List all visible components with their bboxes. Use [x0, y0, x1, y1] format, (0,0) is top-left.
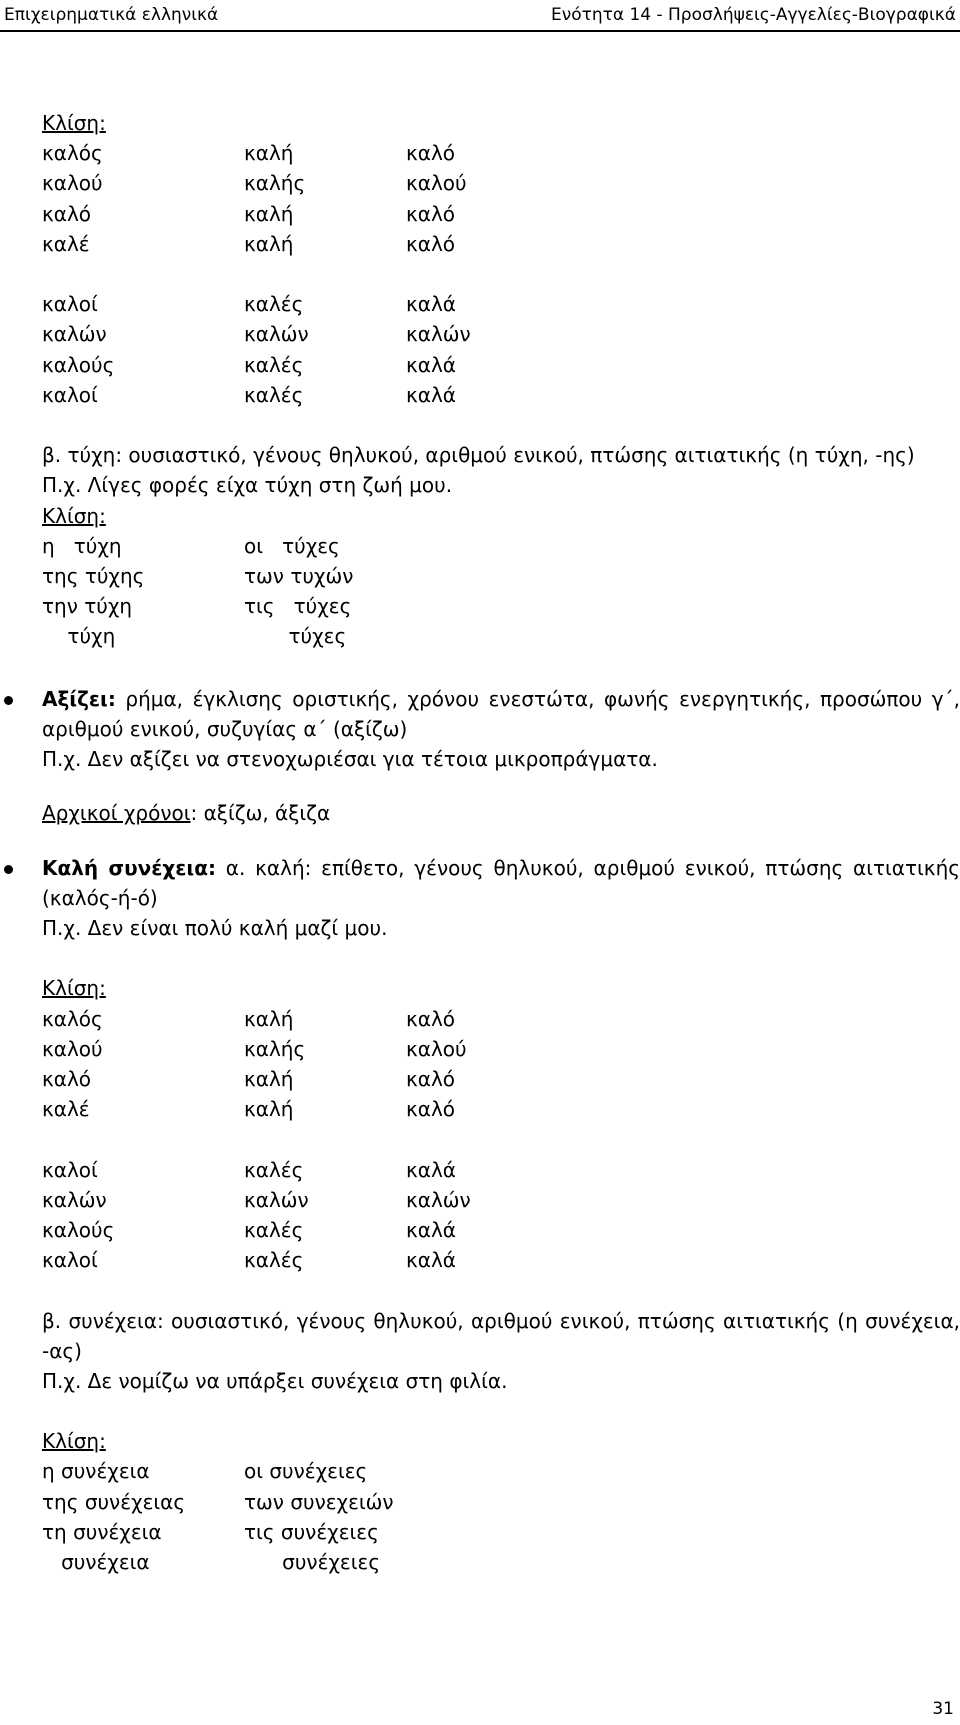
declension-table-singular — [42, 1004, 467, 1125]
declension-table-singular — [42, 138, 467, 259]
table-row — [42, 1245, 471, 1275]
table-cell: καλές — [244, 352, 304, 377]
table-cell: καλέ — [42, 231, 90, 256]
page-content — [42, 108, 960, 1577]
principal-tenses-label: Αρχικοί χρόνοι — [42, 801, 191, 826]
table-cell: καλές — [244, 1157, 304, 1182]
table-cell: καλέ — [42, 1097, 90, 1122]
table-row — [42, 319, 471, 349]
principal-tenses-value: : αξίζω, άξιζα — [190, 801, 331, 826]
declension-table-synexeia — [42, 1456, 394, 1577]
table-cell: καλό — [42, 201, 92, 226]
table-row — [42, 591, 353, 621]
table-cell: καλά — [406, 1217, 456, 1242]
table-cell: καλές — [244, 292, 304, 317]
table-cell: καλοί — [42, 292, 98, 317]
table-cell: καλές — [244, 1248, 304, 1273]
table-cell: καλό — [406, 201, 456, 226]
table-row — [42, 380, 471, 410]
table-cell: της τύχης — [42, 563, 145, 588]
example-tyxi: Π.χ. Λίγες φορές είχα τύχη στη ζωή μου. — [42, 473, 453, 498]
table-row — [42, 561, 353, 591]
table-cell: καλών — [42, 1187, 107, 1212]
declension-label: Κλίση: — [42, 976, 106, 1001]
table-cell: καλού — [406, 1036, 467, 1061]
table-cell: καλό — [406, 231, 456, 256]
table-cell: καλού — [42, 1036, 103, 1061]
bullet-axizei — [42, 684, 960, 744]
declension-table-plural — [42, 289, 471, 410]
table-row — [42, 531, 353, 561]
table-row — [42, 168, 467, 198]
table-cell: καλά — [406, 292, 456, 317]
table-cell: καλό — [406, 1097, 456, 1122]
table-row — [42, 1064, 467, 1094]
header-right-title: Ενότητα 14 - Προσλήψεις-Αγγελίες-Βιογραφικά — [550, 5, 956, 25]
table-row — [42, 1004, 467, 1034]
table-cell: καλό — [406, 141, 456, 166]
table-cell: τις συνέχειες — [244, 1519, 379, 1544]
table-cell: καλών — [244, 322, 309, 347]
table-cell: καλού — [406, 171, 467, 196]
table-cell: τύχες — [244, 624, 347, 649]
table-cell: καλών — [244, 1187, 309, 1212]
table-cell: οι τύχες — [244, 533, 340, 558]
example-kali: Π.χ. Δεν είναι πολύ καλή μαζί μου. — [42, 915, 388, 940]
table-cell: η συνέχεια — [42, 1459, 150, 1484]
term-axizei: Αξίζει: — [42, 686, 116, 711]
bullet-icon — [4, 696, 13, 705]
example-synexeia: Π.χ. Δε νομίζω να υπάρξει συνέχεια στη φιλία. — [42, 1368, 508, 1393]
definition-synexeia: β. συνέχεια: ουσιαστικό, γένους θηλυκού, αριθμού ενικού, πτώσης αιτιατικής (η συνέχεια, -ας) — [42, 1308, 960, 1363]
table-row — [42, 1034, 467, 1064]
table-row — [42, 1487, 394, 1517]
bullet-icon — [4, 865, 13, 874]
table-cell: καλά — [406, 382, 456, 407]
table-cell: καλή — [244, 201, 294, 226]
table-row — [42, 1547, 394, 1577]
table-cell: καλή — [244, 1006, 294, 1031]
declension-table-tyxi — [42, 531, 353, 652]
table-cell: καλής — [244, 1036, 306, 1061]
table-row — [42, 621, 353, 651]
table-row — [42, 350, 471, 380]
table-row — [42, 1155, 471, 1185]
table-cell: συνέχεια — [42, 1550, 150, 1575]
table-cell: καλή — [244, 141, 294, 166]
example-axizei: Π.χ. Δεν αξίζει να στενοχωριέσαι για τέτοια μικροπράγματα. — [42, 747, 658, 772]
table-cell: καλούς — [42, 352, 115, 377]
table-cell: καλός — [42, 141, 103, 166]
table-cell: τις τύχες — [244, 594, 352, 619]
table-row — [42, 229, 467, 259]
term-kali-synexeia: Καλή συνέχεια: — [42, 855, 216, 880]
definition-kali: α. καλή: επίθετο, γένους θηλυκού, αριθμού ενικού, πτώσης αιτιατικής (καλός-ή-ό) — [42, 855, 960, 910]
table-cell: καλών — [406, 1187, 471, 1212]
table-cell: τη συνέχεια — [42, 1519, 162, 1544]
declension-label: Κλίση: — [42, 1429, 106, 1454]
page-header — [0, 0, 960, 28]
table-row — [42, 1094, 467, 1124]
table-cell: καλών — [406, 322, 471, 347]
bullet-kali-synexeia — [42, 853, 960, 913]
definition-tyxi: β. τύχη: ουσιαστικό, γένους θηλυκού, αριθμού ενικού, πτώσης αιτιατικής (η τύχη, -ης) — [42, 443, 915, 468]
table-row — [42, 289, 471, 319]
table-cell: τύχη — [42, 624, 116, 649]
table-cell: καλό — [406, 1066, 456, 1091]
page-number: 31 — [932, 1699, 954, 1719]
table-cell: καλές — [244, 1217, 304, 1242]
table-row — [42, 1456, 394, 1486]
declension-table-plural — [42, 1155, 471, 1276]
table-cell: η τύχη — [42, 533, 122, 558]
table-row — [42, 1185, 471, 1215]
table-cell: την τύχη — [42, 594, 133, 619]
table-cell: καλό — [42, 1066, 92, 1091]
principal-tenses — [42, 798, 960, 828]
table-cell: των συνεχειών — [244, 1489, 394, 1514]
table-cell: καλού — [42, 171, 103, 196]
header-divider — [0, 30, 960, 32]
table-cell: καλή — [244, 1066, 294, 1091]
table-row — [42, 138, 467, 168]
table-cell: των τυχών — [244, 563, 354, 588]
table-cell: καλό — [406, 1006, 456, 1031]
table-row — [42, 1517, 394, 1547]
table-cell: καλοί — [42, 1248, 98, 1273]
table-cell: καλά — [406, 1157, 456, 1182]
table-cell: συνέχειες — [244, 1550, 381, 1575]
table-cell: καλούς — [42, 1217, 115, 1242]
table-cell: οι συνέχειες — [244, 1459, 368, 1484]
table-cell: καλών — [42, 322, 107, 347]
table-row — [42, 199, 467, 229]
table-cell: καλά — [406, 1248, 456, 1273]
table-cell: καλής — [244, 171, 306, 196]
table-row — [42, 1215, 471, 1245]
definition-axizei: ρήμα, έγκλισης οριστικής, χρόνου ενεστώτα, φωνής ενεργητικής, προσώπου γ΄, αριθμού ενικού, συζυγίας α΄ (αξίζω) — [42, 686, 960, 741]
table-cell: καλή — [244, 1097, 294, 1122]
table-cell: καλή — [244, 231, 294, 256]
header-left-title: Επιχειρηματικά ελληνικά — [4, 5, 219, 25]
table-cell: καλοί — [42, 382, 98, 407]
declension-label: Κλίση: — [42, 111, 106, 135]
declension-label: Κλίση: — [42, 503, 106, 528]
table-cell: καλός — [42, 1006, 103, 1031]
table-cell: της συνέχειας — [42, 1489, 186, 1514]
table-cell: καλά — [406, 352, 456, 377]
table-cell: καλοί — [42, 1157, 98, 1182]
table-cell: καλές — [244, 382, 304, 407]
